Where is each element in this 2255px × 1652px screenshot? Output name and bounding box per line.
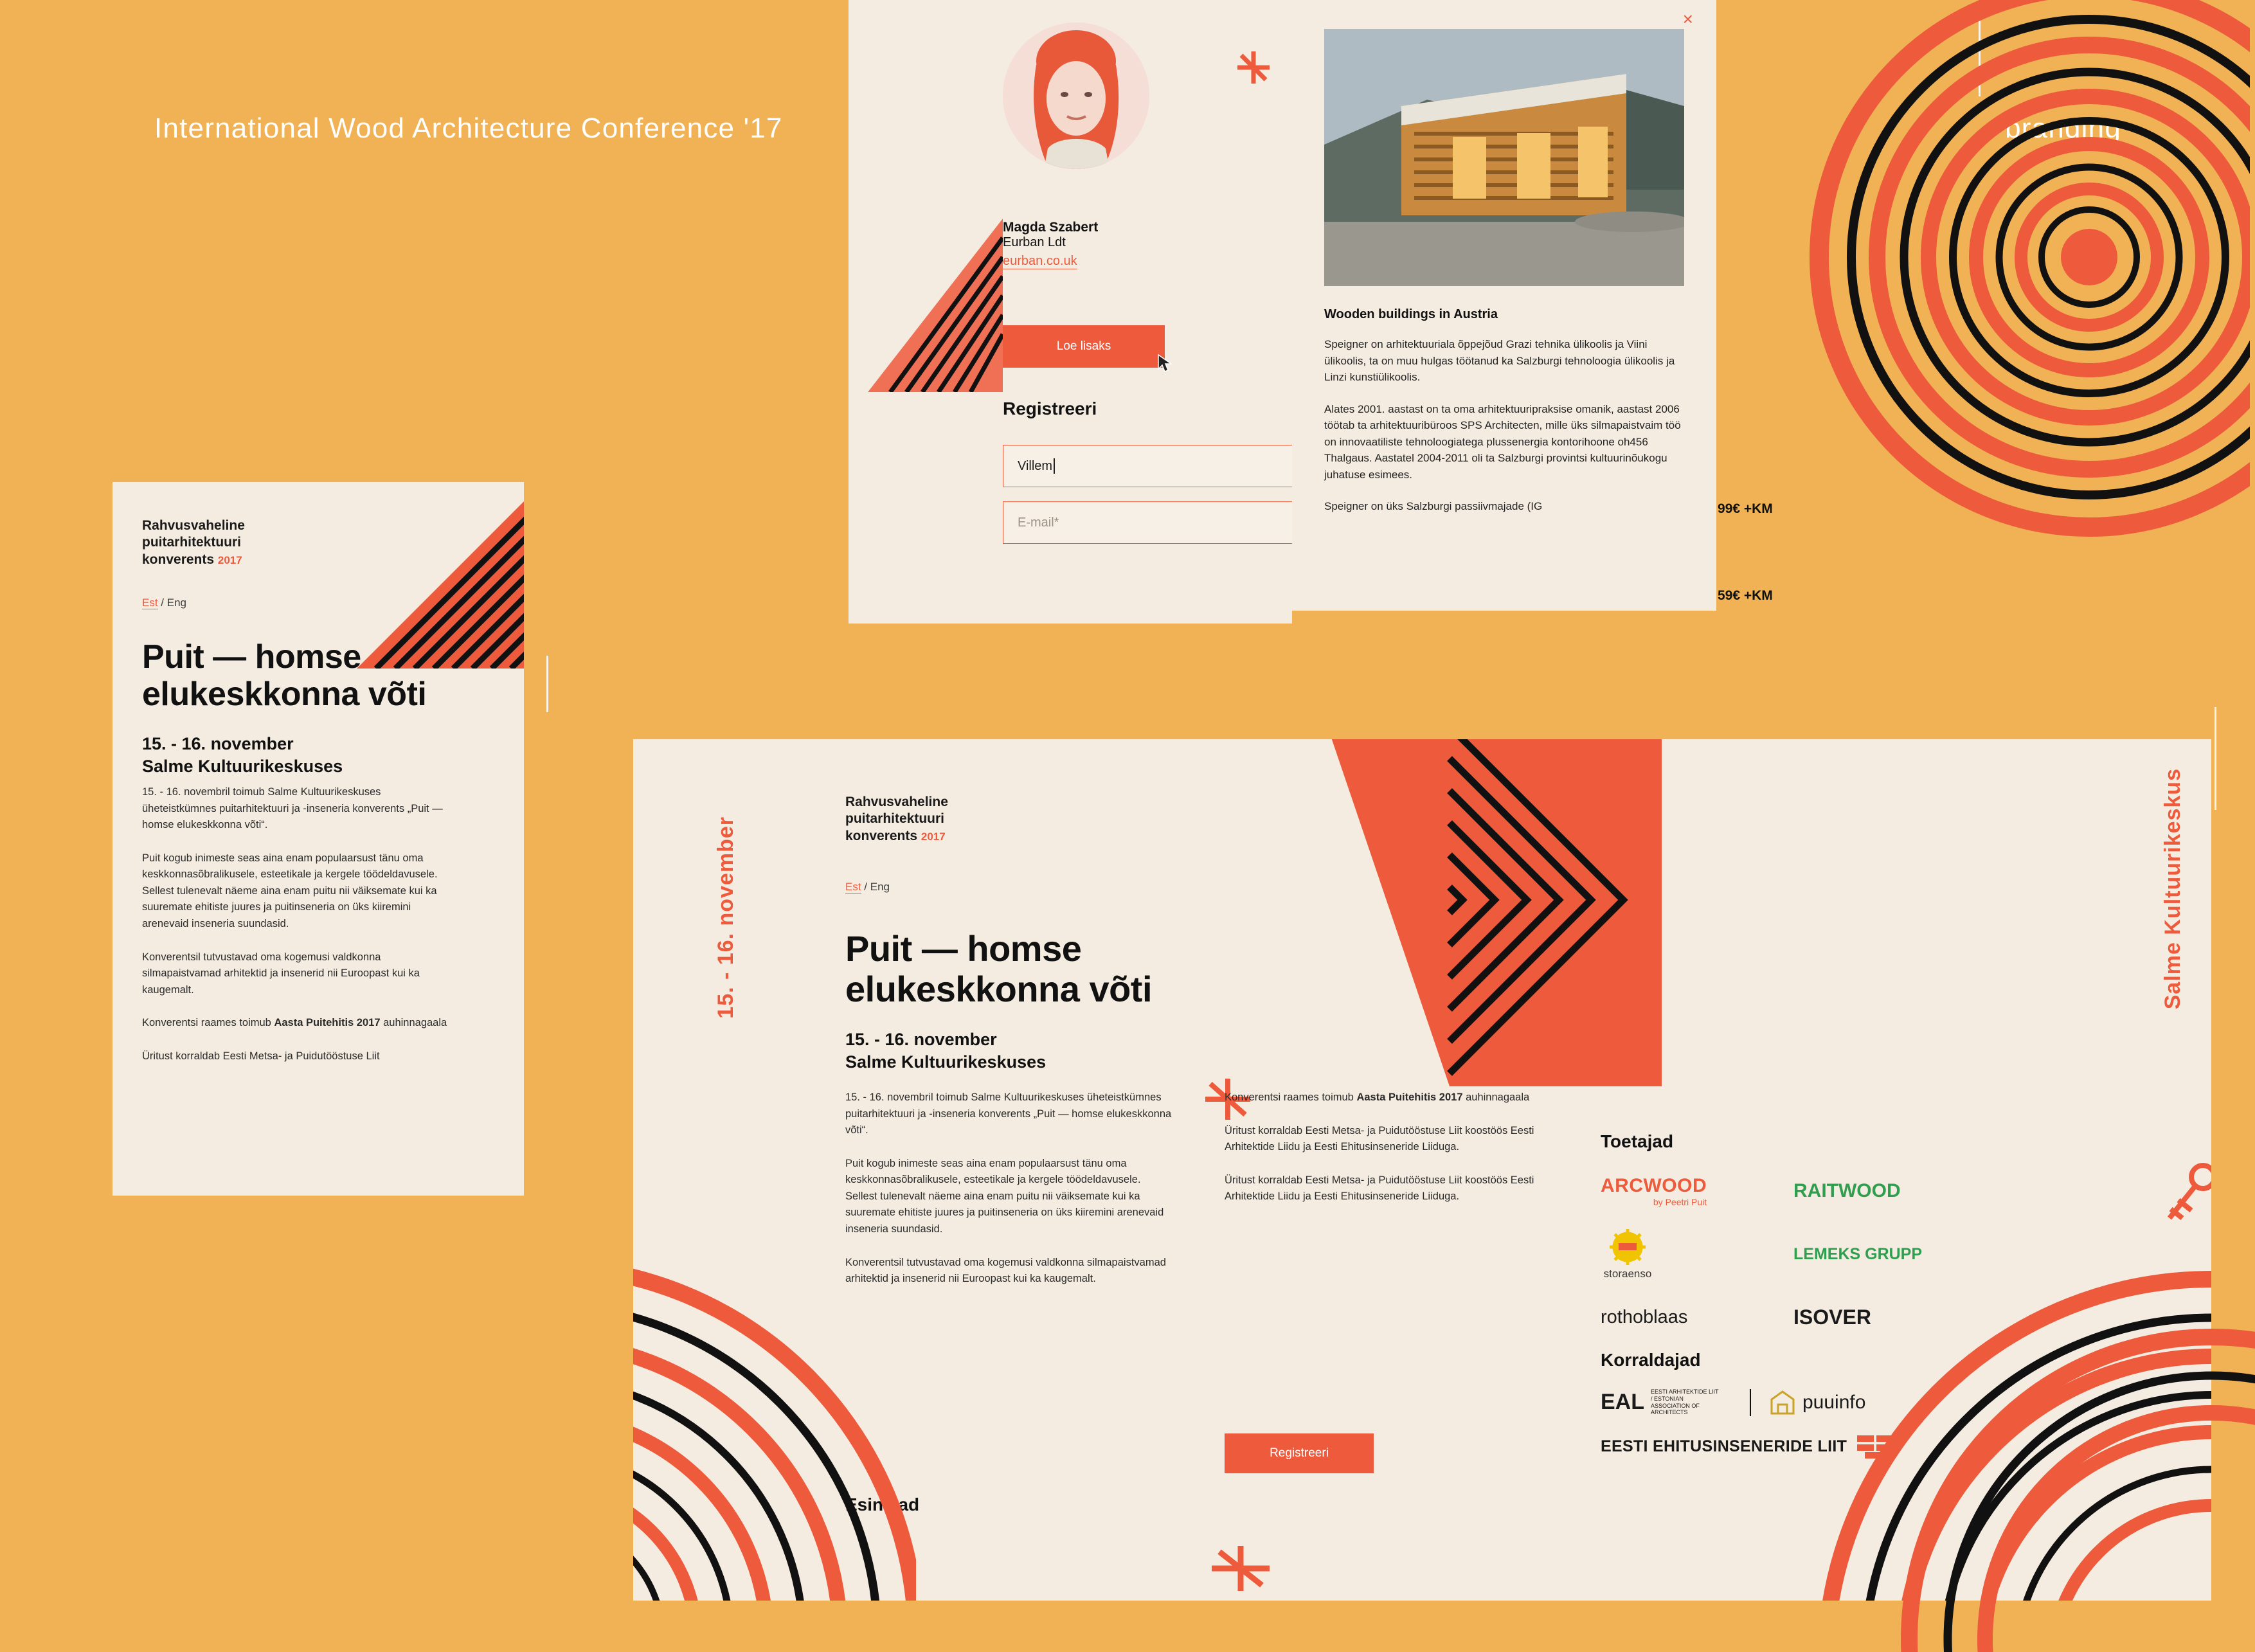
- landscape-date-line1: 15. - 16. november: [845, 1030, 997, 1049]
- logo-storaenso: [1601, 1230, 1774, 1279]
- email-input-placeholder: E-mail*: [1018, 515, 1059, 530]
- brand-logo-year: 2017: [921, 830, 946, 843]
- vertical-date-label: 15. - 16. november: [714, 816, 738, 1019]
- organisers-heading: Korraldajad: [1601, 1350, 1701, 1370]
- lang-eng[interactable]: Eng: [166, 597, 187, 609]
- poster-paragraph-3: Konverentsil tutvustavad oma kogemusi valdkonna silmapaistvamad arhitektid ja insenerid nii Euroopast kui ka kaugemalt.: [142, 951, 420, 996]
- logo-eal-sub: EESTI ARHITEKTIDE LIIT / ESTONIAN ASSOCIATION OF ARCHITECTS: [1651, 1388, 1719, 1416]
- lang-sep: /: [864, 881, 868, 893]
- brand-logo-line2: puitarhitektuuri: [142, 535, 242, 550]
- article-heading: Wooden buildings in Austria: [1324, 307, 1498, 321]
- language-switcher[interactable]: [845, 881, 890, 893]
- article-overlay-card: [1292, 0, 1716, 611]
- logo-isover-name: ISOVER: [1793, 1305, 1871, 1329]
- landscape-col2-p4: Üritust korraldab Eesti Metsa- ja Puidutööstuse Liit koostöös Eesti Arhitektide Liidu ja Eesti Ehitusinseneride Liiduga.: [1225, 1174, 1534, 1203]
- brand-logo-year: 2017: [217, 553, 242, 566]
- logo-eal-name: EAL: [1601, 1390, 1644, 1415]
- landscape-title: [845, 929, 1295, 1009]
- name-input[interactable]: [1003, 445, 1292, 487]
- spark-decor-icon: [1205, 1543, 1276, 1594]
- register-button[interactable]: [1225, 1433, 1374, 1473]
- speaker-link[interactable]: eurban.co.uk: [1003, 254, 1077, 268]
- speaker-name: Magda Szabert: [1003, 220, 1099, 235]
- landscape-col2-p1: Konverentsi raames toimub Aasta Puitehitis 2017 auhinnagaala: [1225, 1091, 1530, 1103]
- landscape-date-line2: Salme Kultuurikeskuses: [845, 1052, 1047, 1072]
- concentric-rings-decor-icon: [1851, 1318, 2255, 1652]
- logo-arcwood: [1601, 1167, 1774, 1216]
- close-icon[interactable]: ×: [1682, 9, 1693, 29]
- landscape-col2-p2: Üritust korraldab Eesti Metsa- ja Puidutööstuse Liit koostöös Eesti Arhitektide Liidu ja Eesti Ehitusinseneride Liiduga.: [1225, 1124, 1534, 1153]
- article-photo: [1324, 29, 1684, 286]
- brand-logo-line3: konverents 2017: [845, 828, 946, 843]
- brand-logo-line2: puitarhitektuuri: [845, 811, 945, 827]
- logo-raitwood-name: RAITWOOD: [1793, 1180, 1901, 1201]
- headline-left: International Wood Architecture Conference '17: [154, 112, 783, 144]
- poster-paragraph-2: Puit kogub inimeste seas aina enam populaarsust tänu oma keskkonnasõbralikusele, esteetikale ja kergele töödeldavusele. Sellest tulenevalt näeme aina enam puitu nii väiksemate kui ka suuremate ehitiste juures ja puitinseneria on üks kiiremini arenevaid inseneria suundasid.: [142, 852, 438, 929]
- brand-logo-line1: Rahvusvaheline: [845, 795, 948, 809]
- poster-paragraph-1: 15. - 16. novembril toimub Salme Kultuurikeskuses üheteistkümnes puitarhitektuuri ja -inseneria konverents „Puit — homse elukeskkonna võti“.: [142, 786, 443, 831]
- poster-title-line1: Puit — homse: [142, 638, 361, 676]
- brand-logo-line1: Rahvusvaheline: [142, 518, 245, 533]
- lang-eng[interactable]: Eng: [870, 881, 890, 893]
- spark-decor-icon: [1231, 45, 1276, 90]
- article-paragraph-3: Speigner on üks Salzburgi passiivmajade (IG: [1324, 500, 1543, 512]
- storaenso-sunburst-icon: [1601, 1228, 1655, 1268]
- lang-sep: /: [161, 597, 165, 609]
- text-caret: [1054, 458, 1055, 474]
- landscape-col1-p1: 15. - 16. novembril toimub Salme Kultuurikeskuses üheteistkümnes puitarhitektuuri ja -inseneria konverents „Puit — homse elukeskkonna võti“.: [845, 1091, 1172, 1136]
- brand-logo-line3: konverents 2017: [142, 552, 242, 567]
- poster-paragraph-4: Konverentsi raames toimub Aasta Puitehitis 2017 auhinnagaala: [142, 1017, 447, 1029]
- lang-est[interactable]: Est: [142, 597, 158, 609]
- logo-rothoblaas-name: rothoblaas: [1601, 1306, 1688, 1327]
- concentric-rings-decor-icon: [1716, 0, 2250, 617]
- landscape-title-line1: Puit — homse: [845, 928, 1082, 969]
- speaker-avatar: [1003, 22, 1149, 169]
- logo-puuinfo-name: puuinfo: [1802, 1391, 1866, 1413]
- poster-date-line2: Salme Kultuurikeskuses: [142, 756, 343, 776]
- decor-rule-1: [546, 656, 548, 712]
- name-input-value: Villem: [1018, 458, 1053, 473]
- supporters-heading: Toetajad: [1601, 1131, 1674, 1151]
- speaker-register-card: [849, 0, 1292, 624]
- nested-squares-decor-icon: [1237, 739, 1662, 1086]
- key-decor-icon: [2163, 1160, 2211, 1225]
- headline-right: branding: [2005, 112, 2121, 144]
- read-more-button[interactable]: [1003, 325, 1165, 368]
- speakers-heading: Esinejad: [845, 1495, 920, 1514]
- logo-arcwood-sub: by Peetri Puit: [1653, 1197, 1707, 1207]
- wooden-building-photo-icon: [1324, 29, 1684, 286]
- landscape-date: [845, 1028, 1046, 1073]
- vertical-venue-label: Salme Kultuurikeskus: [2161, 768, 2185, 1010]
- poster-date-line1: 15. - 16. november: [142, 734, 294, 753]
- brand-logo: [142, 517, 245, 568]
- logo-eal: [1601, 1388, 1721, 1416]
- speaker-company: Eurban Ldt: [1003, 235, 1066, 249]
- landscape-title-line2: elukeskkonna võti: [845, 968, 1153, 1009]
- logo-lemeks-name: LEMEKS GRUPP: [1793, 1244, 1923, 1263]
- landscape-col1-p2: Puit kogub inimeste seas aina enam populaarsust tänu oma keskkonnasõbralikusele, esteetikale ja kergele töödeldavusele. Sellest tulenevalt näeme aina enam puitu nii väiksemate kui ka suuremate ehitiste juures ja puitinseneria on üks kiiremini arenevaid inseneria suundasid.: [845, 1157, 1164, 1235]
- read-more-label: Loe lisaks: [1056, 339, 1111, 353]
- logo-arcwood-name: ARCWOOD: [1601, 1175, 1707, 1196]
- logo-storaenso-name: storaenso: [1603, 1268, 1652, 1280]
- poster-date: [142, 733, 343, 777]
- article-paragraph-2: Alates 2001. aastast on ta oma arhitektuuripraksise omanik, aastast 2006 töötab ta arhitektuuribüroos SPS Architecten, mille üks silmapaistvaim töö on innovaatiliste tehnoloogiatega plussenergia kontorihoone oh456 Thalgaus. Aastatel 2004-2011 oli ta Salzburgi provintsi kultuurinõukogu juhatuse esimees.: [1324, 402, 1681, 481]
- lang-est[interactable]: Est: [845, 881, 861, 893]
- poster-title-line2: elukeskkonna võti: [142, 676, 427, 714]
- poster-title: [142, 638, 489, 713]
- logo-rothoblaas: [1601, 1293, 1774, 1342]
- mouse-cursor-icon: [1157, 354, 1174, 373]
- email-input[interactable]: [1003, 501, 1292, 544]
- decor-rule-3: [2215, 707, 2216, 810]
- price-2: 59€ +KM: [1718, 588, 1773, 603]
- logo-eeel-name: EESTI EHITUSINSENERIDE LIIT: [1601, 1437, 1847, 1455]
- landscape-col1-p3: Konverentsil tutvustavad oma kogemusi valdkonna silmapaistvamad arhitektid ja insenerid nii Euroopast kui ka kaugemalt.: [845, 1256, 1166, 1285]
- logo-raitwood: [1793, 1167, 1967, 1216]
- brand-logo: [845, 794, 948, 845]
- register-heading: Registreeri: [1003, 399, 1097, 418]
- article-paragraph-1: Speigner on arhitektuuriala õppejõud Grazi tehnika ülikoolis ja Viini ülikoolis, ta on muu hulgas töötanud ka Salzburgi tehnoloogia ülikoolis ja Linzi kunstiülikoolis.: [1324, 338, 1675, 383]
- poster-paragraph-5: Üritust korraldab Eesti Metsa- ja Puidutööstuse Liit: [142, 1050, 380, 1062]
- register-button-label: Registreeri: [1270, 1446, 1329, 1460]
- price-1: 99€ +KM: [1718, 501, 1773, 516]
- concentric-rings-decor-icon: [633, 1189, 916, 1601]
- language-switcher[interactable]: [142, 597, 186, 609]
- portrait-icon: [1003, 22, 1149, 169]
- poster-card: [112, 482, 524, 1196]
- ribbon-decor-icon: [868, 122, 1003, 392]
